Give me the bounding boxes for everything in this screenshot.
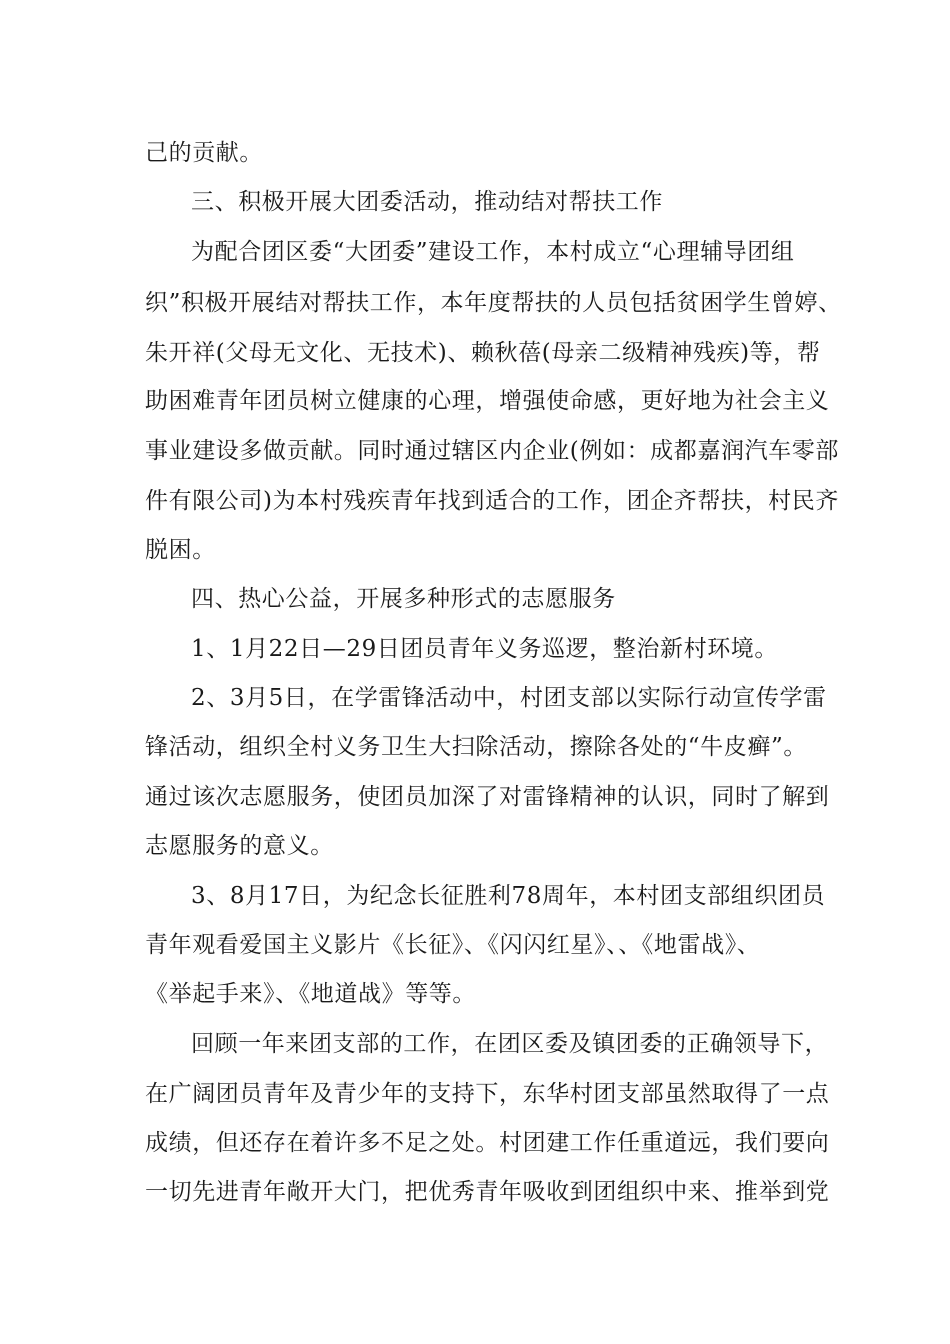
text-line: 志愿服务的意义。 xyxy=(145,833,334,859)
text-line: 1、1月22日—29日团员青年义务巡逻，整治新村环境。 xyxy=(191,636,778,662)
text-line: 事业建设多做贡献。同时通过辖区内企业(例如：成都嘉润汽车零部 xyxy=(145,438,839,464)
text-line: 青年观看爱国主义影片《长征》、《闪闪红星》、、《地雷战》、 xyxy=(145,932,761,958)
section-heading: 三、积极开展大团委活动，推动结对帮扶工作 xyxy=(191,189,663,215)
text-line: 通过该次志愿服务，使团员加深了对雷锋精神的认识，同时了解到 xyxy=(145,784,830,810)
text-line: 件有限公司)为本村残疾青年找到适合的工作，团企齐帮扶，村民齐 xyxy=(145,488,839,514)
text-line: 助困难青年团员树立健康的心理，增强使命感，更好地为社会主义 xyxy=(145,388,830,414)
text-line: 在广阔团员青年及青少年的支持下，东华村团支部虽然取得了一点 xyxy=(145,1081,830,1107)
text-line: 2、3月5日，在学雷锋活动中，村团支部以实际行动宣传学雷 xyxy=(191,685,827,711)
text-line: 织”积极开展结对帮扶工作，本年度帮扶的人员包括贫困学生曾婷、 xyxy=(145,290,842,316)
text-line: 3、8月17日，为纪念长征胜利78周年，本村团支部组织团员 xyxy=(191,883,826,909)
text-line: 《举起手来》、《地道战》等等。 xyxy=(145,981,476,1007)
text-line: 回顾一年来团支部的工作，在团区委及镇团委的正确领导下， xyxy=(191,1031,829,1057)
text-line: 己的贡献。 xyxy=(145,140,263,166)
section-heading: 四、热心公益，开展多种形式的志愿服务 xyxy=(191,586,616,612)
text-line: 一切先进青年敞开大门，把优秀青年吸收到团组织中来、推举到党 xyxy=(145,1179,830,1205)
text-line: 脱困。 xyxy=(145,537,216,563)
text-line: 为配合团区委“大团委”建设工作，本村成立“心理辅导团组 xyxy=(191,239,795,265)
text-line: 成绩，但还存在着许多不足之处。村团建工作任重道远，我们要向 xyxy=(145,1130,830,1156)
text-line: 锋活动，组织全村义务卫生大扫除活动，擦除各处的“牛皮癣”。 xyxy=(145,734,807,760)
text-line: 朱开祥(父母无文化、无技术)、赖秋蓓(母亲二级精神残疾)等，帮 xyxy=(145,340,821,366)
